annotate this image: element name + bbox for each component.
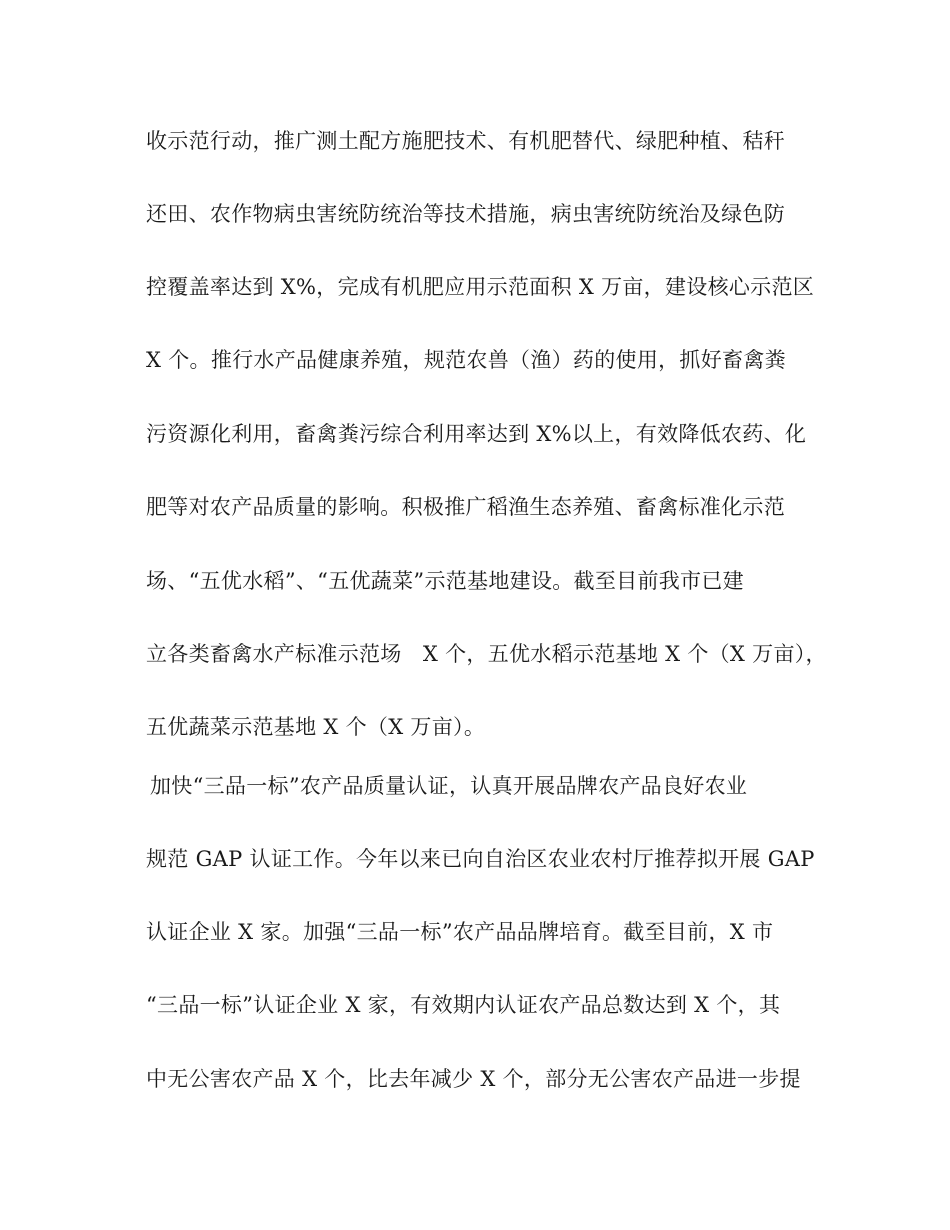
paragraph-line: X 个。推行水产品健康养殖，规范农兽（渔）药的使用，抓好畜禽粪 [146, 348, 786, 372]
paragraph-line: 规范 GAP 认证工作。今年以来已向自治区农业农村厅推荐拟开展 GAP [146, 847, 815, 871]
paragraph-line: 认证企业 X 家。加强“三品一标”农产品品牌培育。截至目前，X 市 [146, 920, 774, 944]
paragraph-line: “三品一标”认证企业 X 家，有效期内认证农产品总数达到 X 个，其 [146, 993, 781, 1017]
paragraph-line: 污资源化利用，畜禽粪污综合利用率达到 X%以上，有效降低农药、化 [146, 422, 807, 446]
paragraph-line: 中无公害农产品 X 个，比去年减少 X 个，部分无公害农产品进一步提 [146, 1067, 801, 1091]
paragraph-line: 加快“三品一标”农产品质量认证，认真开展品牌农产品良好农业 [150, 774, 748, 798]
paragraph-line: 收示范行动，推广测土配方施肥技术、有机肥替代、绿肥种植、秸秆 [146, 129, 785, 153]
paragraph-line: 场、“五优水稻”、“五优蔬菜”示范基地建设。截至目前我市已建 [146, 569, 744, 593]
paragraph-line: 肥等对农产品质量的影响。积极推广稻渔生态养殖、畜禽标准化示范 [146, 495, 785, 519]
paragraph-line: 立各类畜禽水产标准示范场 X 个，五优水稻示范基地 X 个（X 万亩）， [146, 642, 827, 666]
paragraph-line: 还田、农作物病虫害统防统治等技术措施，病虫害统防统治及绿色防 [146, 202, 785, 226]
paragraph-line: 五优蔬菜示范基地 X 个（X 万亩）。 [146, 715, 486, 739]
paragraph-line: 控覆盖率达到 X%，完成有机肥应用示范面积 X 万亩，建设核心示范区 [146, 275, 815, 299]
